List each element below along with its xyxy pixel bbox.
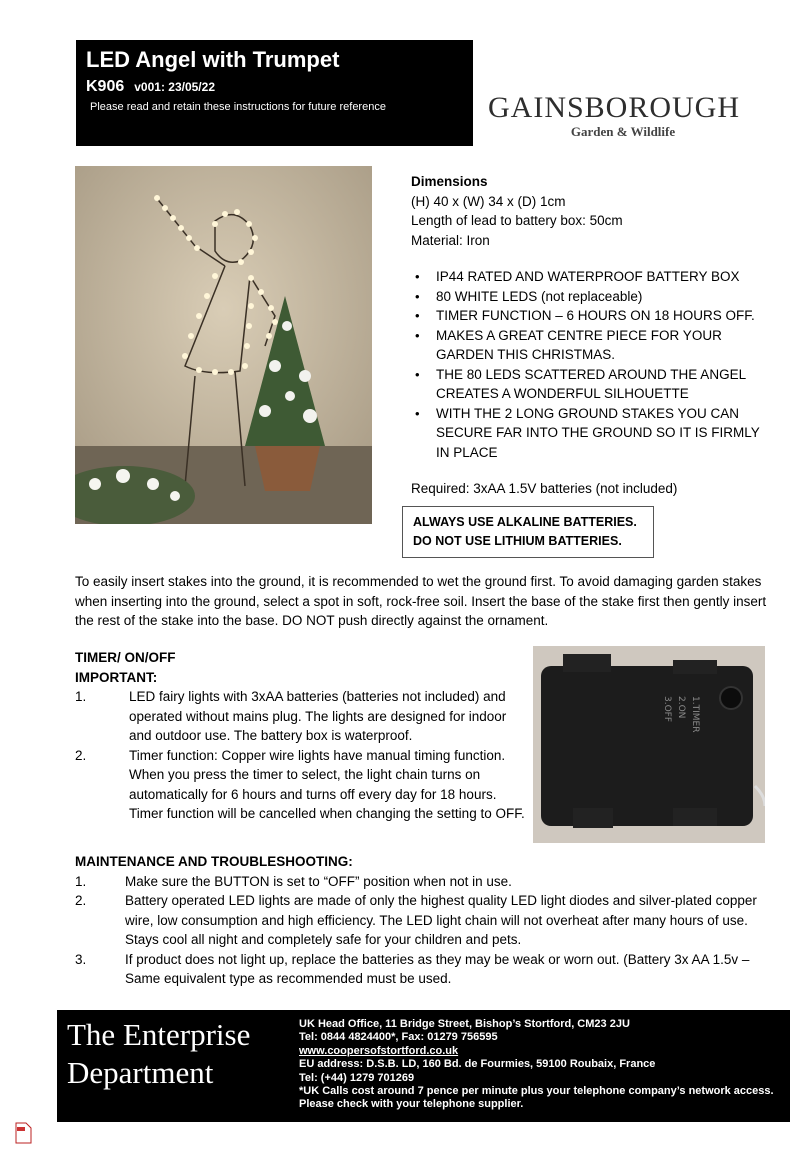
material-line: Material: Iron xyxy=(411,232,490,248)
battery-box-photo xyxy=(533,646,765,843)
timer-item: 2. Timer function: Copper wire lights have manual timing function. When you press the timer to select, the light chain turns on automatically for 6 hours and turns off every day for 18 hours. Timer function will be cancelled when changing the setting to OFF. xyxy=(75,747,525,821)
feature-item: • MAKES A GREAT CENTRE PIECE FOR YOUR GARDEN THIS CHRISTMAS. xyxy=(411,326,771,365)
header-box xyxy=(76,40,473,146)
warning-line-2: DO NOT USE LITHIUM BATTERIES. xyxy=(413,534,622,548)
department-name: The Enterprise Department xyxy=(67,1017,251,1090)
warning-line-1: ALWAYS USE ALKALINE BATTERIES. xyxy=(413,515,637,529)
timer-heading: TIMER/ ON/OFF xyxy=(75,650,176,665)
version: v001: 23/05/22 xyxy=(134,80,215,94)
supplier-note: Please check with your telephone supplier. xyxy=(299,1098,524,1111)
maintenance-item: 1. Make sure the BUTTON is set to “OFF” position when not in use. xyxy=(75,873,512,889)
feature-list xyxy=(411,267,771,462)
timer-section xyxy=(75,648,525,824)
phone-fax: Tel: 0844 4824400*, Fax: 01279 756595 xyxy=(299,1031,498,1044)
angel-photo xyxy=(75,166,372,524)
product-code-line xyxy=(86,76,463,98)
battery-warning-box xyxy=(402,506,654,558)
dimensions-line: (H) 40 x (W) 34 x (D) 1cm xyxy=(411,193,566,209)
office-address: UK Head Office, 11 Bridge Street, Bishop’s Stortford, CM23 2JU xyxy=(299,1018,630,1030)
logo-tagline: Garden & Wildlife xyxy=(570,124,676,139)
pdf-icon xyxy=(14,1122,32,1144)
product-title: LED Angel with Trumpet xyxy=(86,47,340,72)
maintenance-item: 2. Battery operated LED lights are made of only the highest quality LED light diodes and silver-plated copper wire, low consumption and high efficiency. The LED light chain will not overheat after many hours of use. Stays cool all night and completely safe for your children and pets. xyxy=(75,893,757,947)
feature-item: • WITH THE 2 LONG GROUND STAKES YOU CAN SECURE FAR INTO THE GROUND SO IT IS FIRMLY IN PLACE xyxy=(411,404,771,463)
dimensions-heading: Dimensions xyxy=(411,174,488,189)
brand-logo xyxy=(488,92,758,144)
call-cost-note: *UK Calls cost around 7 pence per minute plus your telephone company’s network access. xyxy=(299,1085,774,1098)
maintenance-section xyxy=(75,852,775,989)
lead-length-line: Length of lead to battery box: 50cm xyxy=(411,213,623,228)
feature-item: • 80 WHITE LEDS (not replaceable) xyxy=(411,287,771,307)
eu-phone: Tel: (+44) 1279 701269 xyxy=(299,1071,415,1084)
battery-box-label: 1.TIMER xyxy=(690,696,700,733)
battery-box-label: 3.OFF xyxy=(662,696,672,723)
retain-note: Please read and retain these instructions for future reference xyxy=(90,101,386,113)
product-code: K906 xyxy=(86,78,125,95)
eu-address: EU address: D.S.B. LD, 160 Bd. de Fourmies, 59100 Roubaix, France xyxy=(299,1058,656,1071)
feature-item: • IP44 RATED AND WATERPROOF BATTERY BOX xyxy=(411,267,771,287)
maintenance-item: 3. If product does not light up, replace the batteries as they may be weak or worn out. (Battery 3x AA 1.5v – Same equivalent type as recommended must be used. xyxy=(75,951,750,986)
battery-box-label: 2.ON xyxy=(676,696,686,719)
logo-name: GAINSBOROUGH xyxy=(488,91,741,124)
website-link[interactable]: www.coopersofstortford.co.uk xyxy=(299,1044,459,1057)
important-heading: IMPORTANT: xyxy=(75,669,158,685)
timer-item: 1. LED fairy lights with 3xAA batteries (batteries not included) and operated without mains plug. The lights are designed for indoor and outdoor use. The battery box is waterproof. xyxy=(75,689,507,743)
footer-box xyxy=(57,1010,790,1122)
stake-instructions: To easily insert stakes into the ground, it is recommended to wet the ground first. To avoid damaging garden stakes when inserting into the ground, select a spot in soft, rock-free soil. Insert the base of the stake first then gently insert the rest of the stake into the base. DO NOT push directly against the ornament. xyxy=(75,574,767,628)
spec-section xyxy=(411,172,771,499)
battery-requirement: Required: 3xAA 1.5V batteries (not included) xyxy=(411,481,678,496)
maintenance-heading: MAINTENANCE AND TROUBLESHOOTING: xyxy=(75,854,353,869)
contact-block xyxy=(299,1018,789,1112)
feature-item: • TIMER FUNCTION – 6 HOURS ON 18 HOURS OFF. xyxy=(411,306,771,326)
feature-item: • THE 80 LEDS SCATTERED AROUND THE ANGEL CREATES A WONDERFUL SILHOUETTE xyxy=(411,365,771,404)
